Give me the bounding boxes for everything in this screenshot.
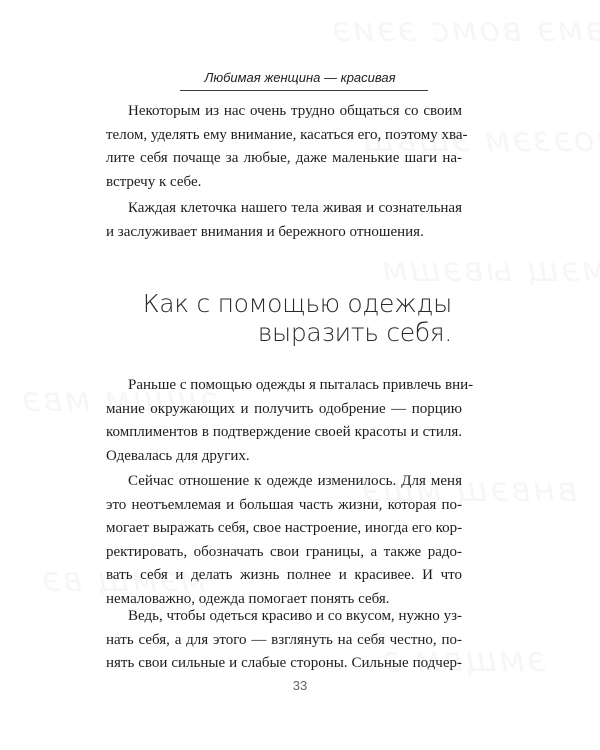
text-line: могает выражать себя, свое настроение, иногда его кор- xyxy=(106,520,463,536)
section-heading xyxy=(122,289,452,347)
paragraph-3 xyxy=(106,374,474,468)
text-line: это неотъемлемая и большая часть жизни, которая по- xyxy=(106,496,462,513)
page-number: 33 xyxy=(292,678,308,693)
heading-line: Как с помощью одежды xyxy=(142,289,452,318)
text-line: встречу к себе. xyxy=(106,173,202,190)
paragraph-2 xyxy=(106,197,462,244)
text-line: лите себя почаще за любые, даже маленькие шаги на- xyxy=(106,150,462,166)
text-line: мание окружающих и получить одобрение — порцию xyxy=(106,400,462,417)
header-rule xyxy=(180,90,428,91)
text-line: ректировать, обозначать свои границы, а также радо- xyxy=(106,543,462,560)
text-line: Некоторым из нас очень трудно общаться со своим xyxy=(128,103,462,119)
text-line: Одевалась для других. xyxy=(106,447,250,464)
text-line: нять свои сильные и слабые стороны. Сильные подчер- xyxy=(106,655,462,671)
text-line: телом, уделять ему внимание, касаться его, поэтому хва- xyxy=(106,126,468,143)
text-line: Раньше с помощью одежды я пыталась привлечь вни- xyxy=(128,377,474,393)
text-line: нать себя, а для этого — взглянуть на себя честно, по- xyxy=(106,631,462,648)
text-line: комплиментов в подтверждение своей красоты и стиля. xyxy=(106,424,462,440)
text-line: и заслуживает внимания и бережного отношения. xyxy=(106,223,424,240)
paragraph-5 xyxy=(106,605,462,676)
text-line: вать себя и делать жизнь полнее и красивее. И что xyxy=(106,567,462,583)
text-line: Ведь, чтобы одеться красиво и со вкусом, нужно уз- xyxy=(128,608,462,624)
paragraph-4 xyxy=(106,470,462,611)
paragraph-1 xyxy=(106,100,468,194)
text-line: Каждая клеточка нашего тела живая и сознательная xyxy=(128,200,462,216)
running-head: Любимая женщина — красивая xyxy=(204,70,396,85)
text-line: Сейчас отношение к одежде изменилось. Для меня xyxy=(128,473,462,489)
text-line: немаловажно, одежда помогает понять себя. xyxy=(106,590,390,607)
heading-line: выразить себя. xyxy=(257,318,452,347)
